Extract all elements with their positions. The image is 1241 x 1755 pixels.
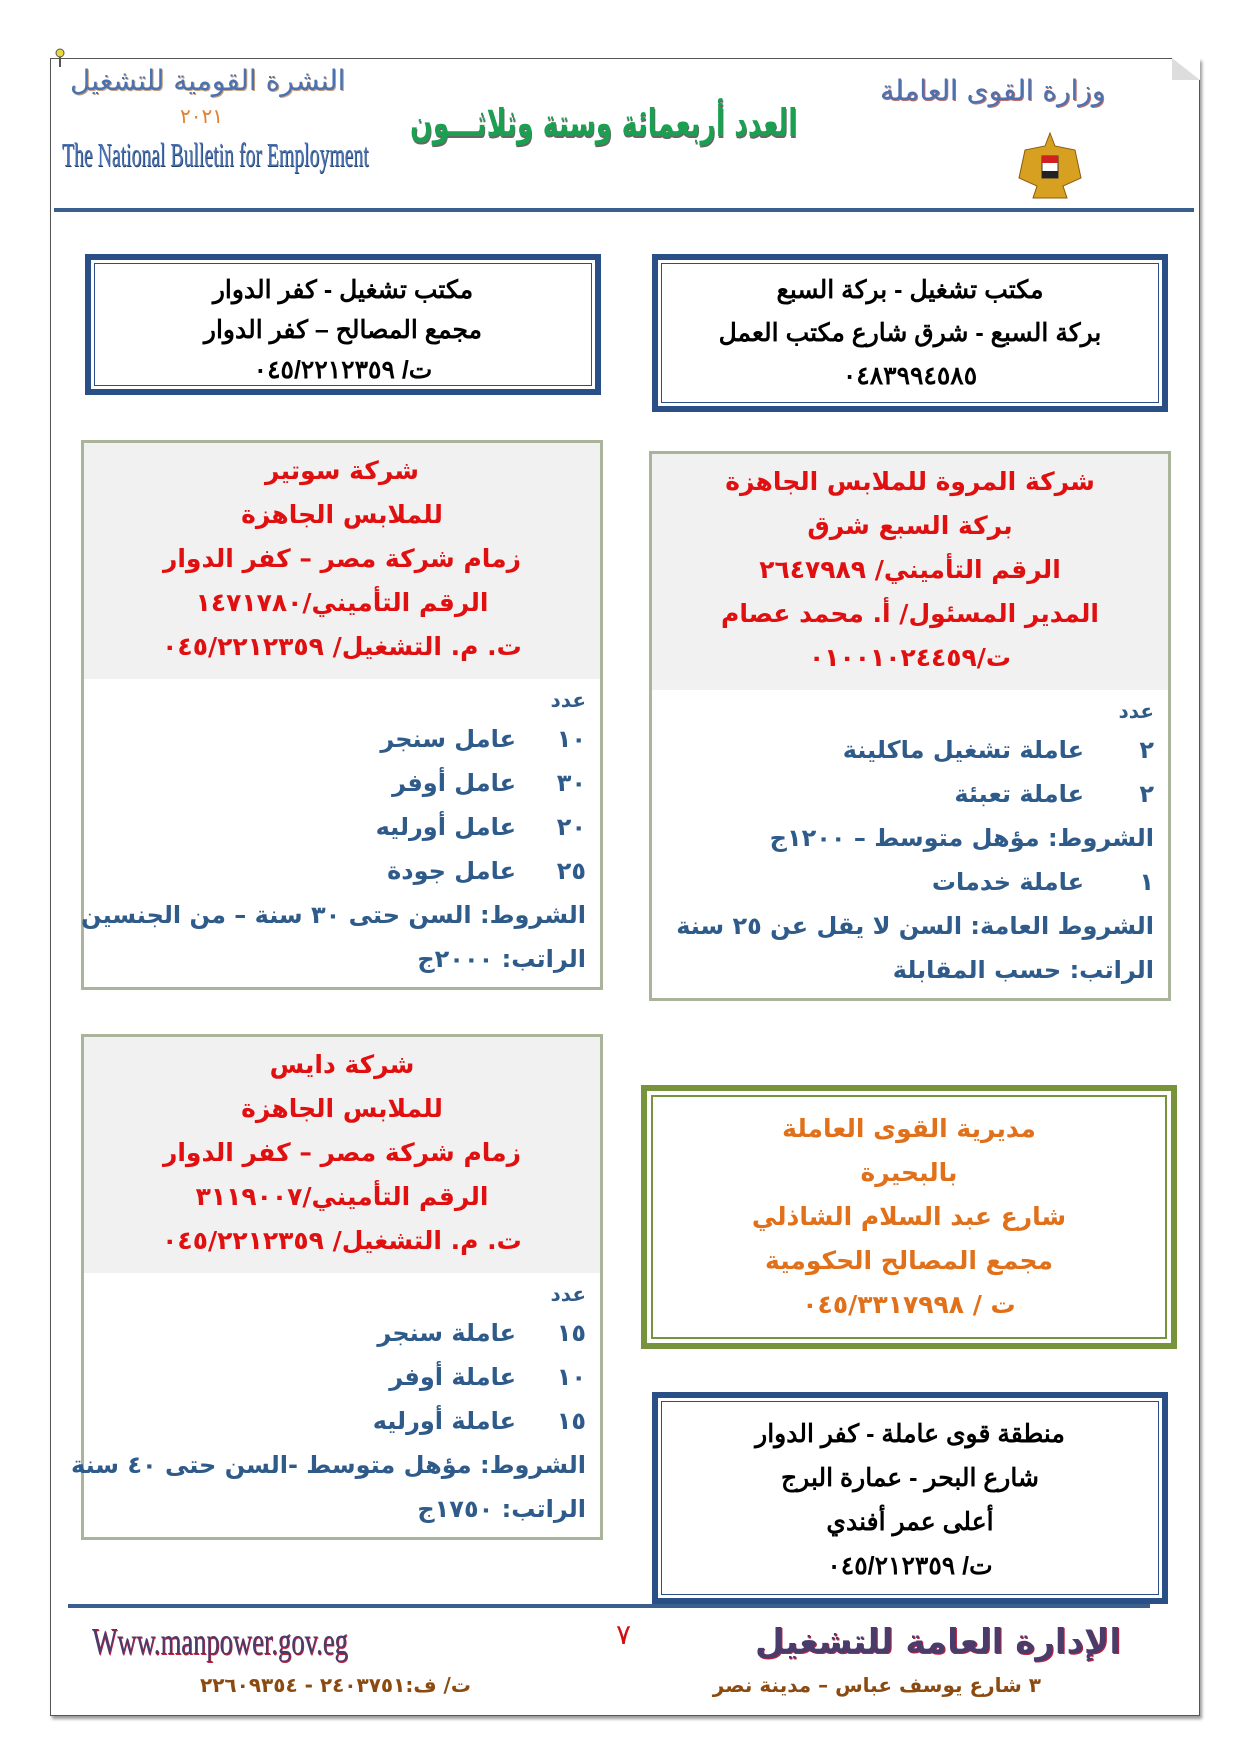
page-number: ٧ [616,1618,632,1651]
conditions: الشروط: السن حتى ٣٠ سنة – من الجنسين [80,901,586,929]
job-row: ٣٠عامل أوفر [392,769,586,797]
directorate-name: مديرية القوى العاملة [782,1114,1036,1143]
salary: الراتب: حسب المقابلة [892,956,1154,984]
company-sector: للملابس الجاهزة [241,500,443,529]
company-address: زمام شركة مصر – كفر الدوار [162,544,522,573]
office-birket-elsab [652,254,1168,412]
footer-address: ٣ شارع يوسف عباس – مدينة نصر [712,1673,1041,1697]
conditions: الشروط: مؤهل متوسط -السن حتى ٤٠ سنة [71,1451,586,1479]
office-name: مكتب تشغيل - كفر الدوار [212,276,474,304]
job-row: ٢عاملة تعبئة [954,780,1154,808]
company-phone: ت/٠١٠٠١٠٢٤٤٥٩ [808,643,1012,672]
department-name: الإدارة العامة للتشغيل [755,1622,1121,1662]
conditions: الشروط: مؤهل متوسط – ١٢٠٠ج [769,824,1154,852]
website-link[interactable]: Www.manpower.gov.eg [92,1621,348,1663]
header-divider [54,208,1194,212]
company-sector: للملابس الجاهزة [241,1094,443,1123]
count-label: عدد [1118,699,1154,723]
count-label: عدد [550,1282,586,1306]
footer-phones: ت/ ف:٢٤٠٣٧٥١ - ٢٢٦٠٩٣٥٤ [200,1673,471,1697]
ministry-name: وزارة القوى العاملة [880,74,1106,107]
company-elmarwa [649,451,1171,1001]
pin-icon [55,48,65,68]
job-row: ١عاملة خدمات [931,868,1154,896]
count-label: عدد [550,688,586,712]
bulletin-year: ٢٠٢١ [180,104,223,128]
company-dice [71,1034,603,1540]
job-row: ١٠عاملة أوفر [389,1363,586,1391]
directorate-street: شارع عبد السلام الشاذلي [751,1202,1067,1231]
insurance-number: الرقم التأميني/١٤٧١٧٨٠ [195,588,489,617]
office-phone: ٠٤٨٣٩٩٤٥٨٥ [842,362,978,390]
zone-name: منطقة قوى عاملة - كفر الدوار [755,1420,1065,1448]
insurance-number: الرقم التأميني/ ٢٦٤٧٩٨٩ [759,555,1061,584]
insurance-number: الرقم التأميني/٣١١٩٠٠٧ [195,1182,489,1211]
general-conditions: الشروط العامة: السن لا يقل عن ٢٥ سنة [676,912,1154,940]
zone-box [652,1392,1168,1604]
office-kafr-eldawwar [85,254,601,395]
company-name: شركة سوتير [265,456,419,485]
company-soter [81,440,603,990]
directorate-phone: ت / ٠٤٥/٣٣١٧٩٩٨ [802,1290,1016,1319]
zone-landmark: أعلى عمر أفندي [826,1508,994,1536]
company-name: شركة المروة للملابس الجاهزة [725,467,1095,496]
eagle-emblem-icon [1015,128,1085,203]
office-phone: ت/ ٠٤٥/٢٢١٢٣٥٩ [253,356,433,384]
bulletin-title-en: The National Bulletin for Employment [62,137,369,174]
company-address: بركة السبع شرق [807,511,1013,540]
manager: المدير المسئول/ أ. محمد عصام [721,599,1099,628]
job-row: ٢٠عامل أورليه [375,813,586,841]
job-row: ١٥عاملة سنجر [377,1319,586,1347]
page-fold [1172,58,1200,80]
company-name: شركة دايس [269,1050,415,1079]
company-phone: ت. م. التشغيل/ ٠٤٥/٢٢١٢٣٥٩ [162,632,522,661]
directorate-complex: مجمع المصالح الحكومية [765,1246,1053,1275]
directorate-box [641,1085,1177,1349]
company-address: زمام شركة مصر – كفر الدوار [162,1138,522,1167]
zone-phone: ت/ ٠٤٥/٢١٢٣٥٩ [827,1552,993,1580]
job-row: ٢٥عامل جودة [387,857,586,885]
issue-title: العدد أربعمائة وستة وثلاثـــون [410,101,798,145]
job-row: ٢عاملة تشغيل ماكلينة [842,736,1154,764]
job-row: ١٠عامل سنجر [380,725,586,753]
company-phone: ت. م. التشغيل/ ٠٤٥/٢٢١٢٣٥٩ [162,1226,522,1255]
directorate-region: بالبحيرة [860,1158,958,1187]
bulletin-title-ar: النشرة القومية للتشغيل [70,64,346,97]
salary: الراتب: ٢٠٠٠ج [417,945,586,973]
job-row: ١٥عاملة أورليه [372,1407,586,1435]
office-address: مجمع المصالح – كفر الدوار [203,316,483,344]
office-address: بركة السبع - شرق شارع مكتب العمل [718,319,1102,347]
zone-street: شارع البحر - عمارة البرج [781,1464,1039,1492]
salary: الراتب: ١٧٥٠ج [417,1495,586,1523]
footer-divider [68,1604,1150,1608]
office-name: مكتب تشغيل - بركة السبع [776,276,1044,304]
